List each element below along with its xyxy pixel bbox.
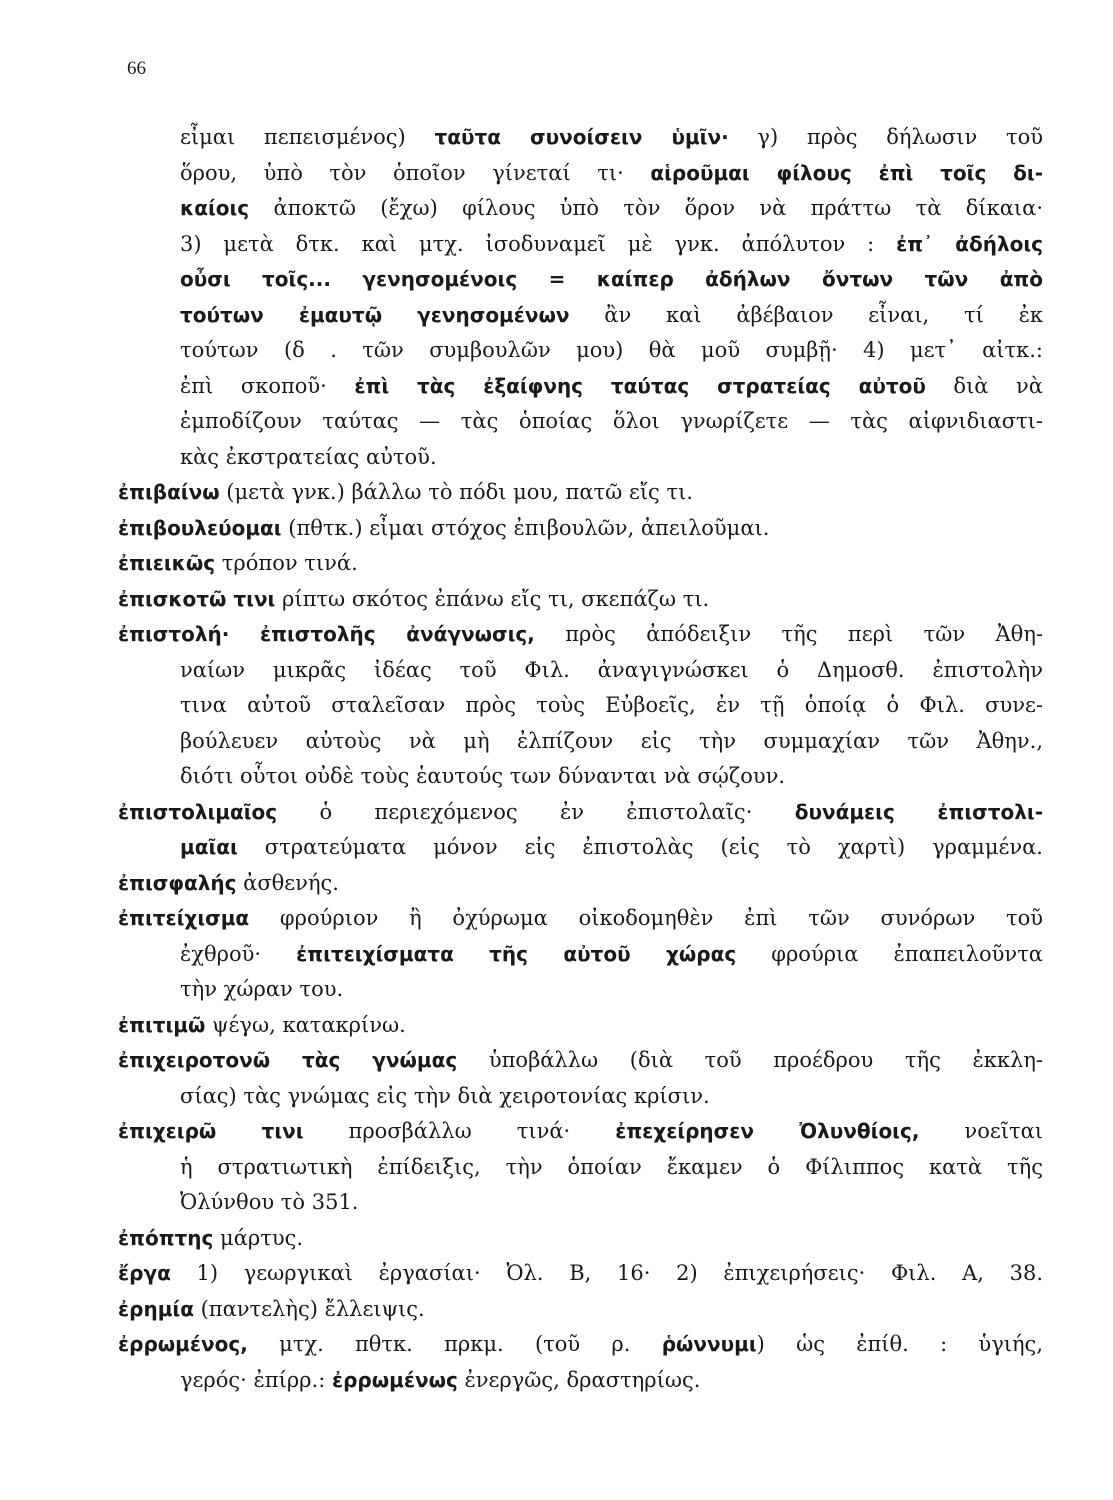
text-line-continuation xyxy=(118,724,1043,760)
text-run: φρούριον ἢ ὀχύρωμα οἰκοδομηθὲν ἐπὶ τῶν συνόρων τοῦ xyxy=(249,906,1043,930)
text-run: σίας) τὰς γνώμας εἰς τὴν διὰ χειροτονίας κρίσιν. xyxy=(180,1083,710,1108)
headword: ἐπισφαλής xyxy=(118,870,237,895)
headword: ἐπιχειρῶ τινι xyxy=(118,1119,304,1143)
entry-line xyxy=(118,1292,1043,1328)
text-run: ἀσθενής. xyxy=(236,870,339,895)
text-line-continuation xyxy=(118,191,1043,227)
headword: ἐρημία xyxy=(118,1296,194,1321)
text-line-continuation xyxy=(118,759,1043,795)
text-run: ἡ στρατιωτικὴ ἐπίδειξις, τὴν ὁποίαν ἔκαμεν ὁ Φίλιππος κατὰ τῆς xyxy=(180,1154,1043,1179)
text-line-continuation xyxy=(118,1150,1043,1186)
text-line-continuation xyxy=(118,262,1043,298)
text-run: ὑποβάλλω (διὰ τοῦ προέδρου τῆς ἐκκλη- xyxy=(457,1048,1044,1072)
headword: ἐπεχείρησεν Ὀλυνθίοις, xyxy=(615,1119,920,1143)
text-run: (πθτκ.) εἶμαι στόχος ἐπιβουλῶν, ἀπειλοῦμαι. xyxy=(281,515,770,540)
text-run: μάρτυς. xyxy=(213,1225,304,1250)
text-run: ὁ περιεχόμενος ἐν ἐπιστολαῖς· xyxy=(277,799,795,824)
text-run: μτχ. πθτκ. πρκμ. (τοῦ ρ. xyxy=(247,1332,662,1356)
headword: ἐπ᾽ ἀδήλοις xyxy=(896,231,1043,256)
text-run: πρὸς ἀπόδειξιν τῆς περὶ τῶν Ἀθη- xyxy=(534,622,1043,646)
headword: ἐπιστολιμαῖος xyxy=(118,799,278,824)
text-run: ρίπτω σκότος ἐπάνω εἴς τι, σκεπάζω τι. xyxy=(275,586,710,611)
text-run: ἐνεργῶς, δραστηρίως. xyxy=(457,1367,701,1392)
entry-line xyxy=(118,1114,1043,1150)
headword: ἐπιτειχίσματα τῆς αὐτοῦ χώρας xyxy=(296,941,737,966)
headword: μαῖαι xyxy=(180,835,238,859)
dictionary-text xyxy=(118,120,1043,1398)
text-run: ἂν καὶ ἀβέβαιον εἶναι, τί ἐκ xyxy=(569,302,1044,327)
text-run: ναίων μικρᾶς ἰδέας τοῦ Φιλ. ἀναγιγνώσκει ὁ Δημοσθ. ἐπιστολὴν xyxy=(180,657,1043,682)
text-line-continuation xyxy=(118,333,1043,369)
text-line-continuation xyxy=(118,156,1043,192)
text-run: διὰ νὰ xyxy=(925,373,1043,398)
entry-line xyxy=(118,546,1043,582)
headword: ἐπιστολή· ἐπιστολῆς ἀνάγνωσις, xyxy=(118,622,535,646)
headword: ἐπιβαίνω xyxy=(118,480,220,504)
text-run: 1) γεωργικαὶ ἐργασίαι· Ὀλ. Β, 16· 2) ἐπιχειρήσεις· Φιλ. Α, 38. xyxy=(170,1261,1043,1285)
entry-line xyxy=(118,1008,1043,1044)
entry-line xyxy=(118,617,1043,653)
text-run: Ὀλύνθου τὸ 351. xyxy=(180,1190,359,1214)
text-run: στρατεύματα μόνον εἰς ἐπιστολὰς (εἰς τὸ χαρτὶ) γραμμένα. xyxy=(237,835,1043,859)
headword: ἐπιβουλεύομαι xyxy=(118,515,282,540)
text-run: ψέγω, κατακρίνω. xyxy=(205,1012,406,1037)
headword: δυνάμεις ἐπιστολι- xyxy=(794,799,1043,824)
text-run: ἀποκτῶ (ἔχω) φίλους ὑπὸ τὸν ὅρον νὰ πράττω τὰ δίκαια· xyxy=(249,196,1043,220)
text-line-continuation xyxy=(118,1363,1043,1399)
text-line-continuation xyxy=(118,298,1043,334)
entry-line xyxy=(118,475,1043,511)
text-run: εἶμαι πεπεισμένος) xyxy=(180,125,435,149)
headword: ἐπιτείχισμα xyxy=(118,906,250,930)
entry-line xyxy=(118,1221,1043,1257)
headword: ἐπιεικῶς xyxy=(118,551,216,575)
headword: ῥώννυμι xyxy=(661,1332,757,1356)
text-line-continuation xyxy=(118,688,1043,724)
headword: ἐρρωμένως xyxy=(331,1367,458,1392)
text-run: τὴν χώραν του. xyxy=(180,977,344,1001)
text-line-continuation xyxy=(118,1079,1043,1115)
headword: καίοις xyxy=(180,196,250,220)
headword: ἐπισκοτῶ τινι xyxy=(118,586,276,611)
text-run: βούλευεν αὐτοὺς νὰ μὴ ἐλπίζουν εἰς τὴν συμμαχίαν τῶν Ἀθην., xyxy=(180,728,1043,753)
entry-line xyxy=(118,1256,1043,1292)
entry-line xyxy=(118,582,1043,618)
text-run: ἐμποδίζουν ταύτας — τὰς ὁποίας ὅλοι γνωρίζετε — τὰς αἰφνιδιαστι- xyxy=(180,409,1043,433)
text-run: κὰς ἐκστρατείας αὐτοῦ. xyxy=(180,444,437,469)
headword: ἐπόπτης xyxy=(118,1225,214,1250)
text-run: ) ὡς ἐπίθ. : ὑγιής, xyxy=(756,1332,1043,1356)
text-run: προσβάλλω τινά· xyxy=(303,1119,616,1143)
text-line-continuation xyxy=(118,653,1043,689)
headword: ἐρρωμένος, xyxy=(118,1332,248,1356)
headword: οὖσι τοῖς... γενησομένοις = καίπερ ἀδήλων ὄντων τῶν ἀπὸ xyxy=(180,267,1043,291)
headword: τούτων ἐμαυτῷ γενησομένων xyxy=(180,302,570,327)
text-run: 3) μετὰ δτκ. καὶ μτχ. ἰσοδυναμεῖ μὲ γνκ. ἀπόλυτον : xyxy=(180,231,897,256)
text-run: γερός· ἐπίρρ.: xyxy=(180,1367,332,1392)
entry-line xyxy=(118,511,1043,547)
headword: ἔργα xyxy=(118,1261,171,1285)
text-run: γ) πρὸς δήλωσιν τοῦ xyxy=(728,125,1043,149)
headword: αἱροῦμαι φίλους ἐπὶ τοῖς δι- xyxy=(650,160,1043,185)
text-run: τρόπον τινά. xyxy=(215,551,358,575)
text-run: διότι οὗτοι οὐδὲ τοὺς ἑαυτούς των δύνανται νὰ σῴζουν. xyxy=(180,764,786,788)
text-line-continuation xyxy=(118,404,1043,440)
text-run: τούτων (δ . τῶν συμβουλῶν μου) θὰ μοῦ συμβῇ· 4) μετ᾽ αἰτκ.: xyxy=(180,338,1043,362)
headword: ταῦτα συνοίσειν ὑμῖν· xyxy=(434,125,729,149)
text-run: ὅρου, ὑπὸ τὸν ὁποῖον γίνεταί τι· xyxy=(180,160,651,185)
text-line-continuation xyxy=(118,440,1043,476)
text-line-continuation xyxy=(118,227,1043,263)
text-run: νοεῖται xyxy=(919,1119,1043,1143)
headword: ἐπιχειροτονῶ τὰς γνώμας xyxy=(118,1048,458,1072)
entry-line xyxy=(118,866,1043,902)
entry-line xyxy=(118,1043,1043,1079)
text-run: φρούρια ἐπαπειλοῦντα xyxy=(736,941,1043,966)
entry-line xyxy=(118,795,1043,831)
text-line-continuation xyxy=(118,369,1043,405)
text-run: (μετὰ γνκ.) βάλλω τὸ πόδι μου, πατῶ εἴς τι. xyxy=(219,480,694,504)
text-run: (παντελὴς) ἔλλειψις. xyxy=(193,1296,425,1321)
text-line-continuation xyxy=(118,1185,1043,1221)
page-number: 66 xyxy=(127,58,146,79)
entry-line xyxy=(118,901,1043,937)
text-run: ἐπὶ σκοποῦ· xyxy=(180,373,355,398)
text-line-continuation xyxy=(118,120,1043,156)
text-line-continuation xyxy=(118,830,1043,866)
text-run: ἐχθροῦ· xyxy=(180,941,297,966)
entry-line xyxy=(118,1327,1043,1363)
headword: ἐπιτιμῶ xyxy=(118,1012,206,1037)
text-run: τινα αὐτοῦ σταλεῖσαν πρὸς τοὺς Εὐβοεῖς, ἐν τῇ ὁποίᾳ ὁ Φιλ. συνε- xyxy=(180,693,1043,717)
text-line-continuation xyxy=(118,937,1043,973)
headword: ἐπὶ τὰς ἐξαίφνης ταύτας στρατείας αὐτοῦ xyxy=(354,373,926,398)
text-line-continuation xyxy=(118,972,1043,1008)
